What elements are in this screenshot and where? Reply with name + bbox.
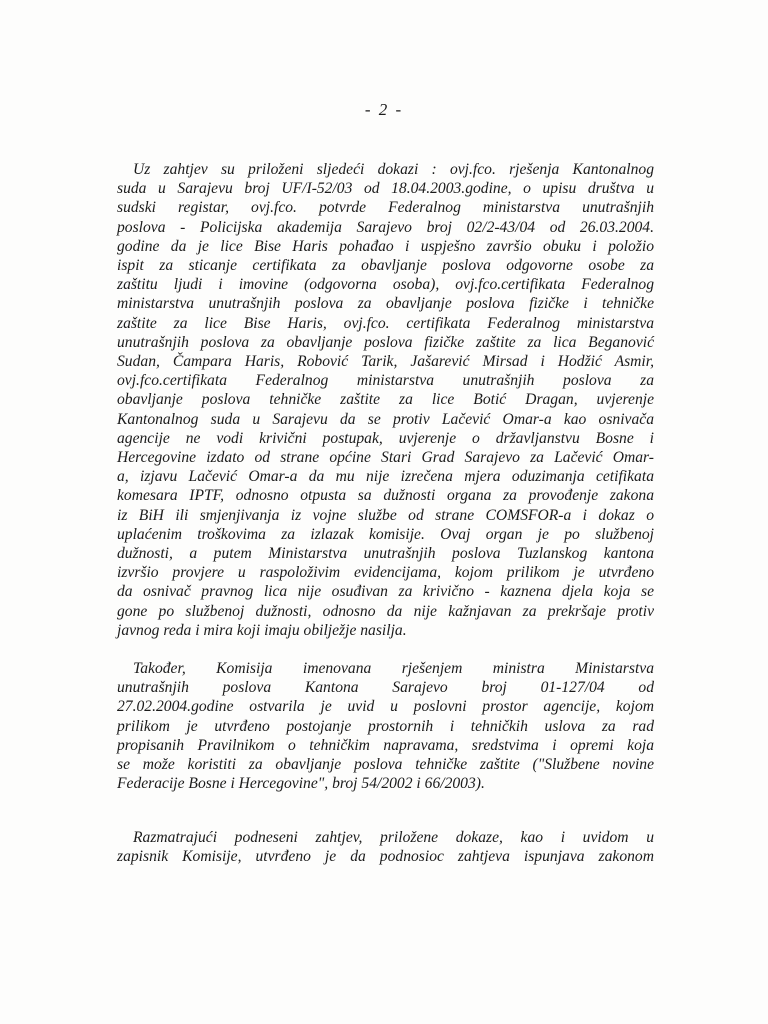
text-line: Hercegovine izdato od strane općine Stari Grad Sarajevo za Lačević Omar- [117,449,654,467]
text-line: agencije ne vodi krivični postupak, uvjerenje o državljanstvu Bosne i [117,429,654,447]
text-line: izvršio provjere u raspoloživim evidencijama, kojom prilikom je utvrđeno [117,564,654,582]
text-line: uplaćenim troškovima za izlazak komisije. Ovaj organ je po službenoj [117,525,654,543]
text-line: propisanih Pravilnikom o tehničkim napravama, sredstvima i opremi koja [117,736,654,754]
text-line: zaštitu ljudi i imovine (odgovorna osoba), ovj.fco.certifikata Federalnog [117,276,654,294]
text-line: godine da je lice Bise Haris pohađao i uspješno završio obuku i položio [117,237,654,255]
text-line: unutrašnjih poslova za obavljanje poslova fizičke zaštite za lica Beganović [117,333,654,351]
text-line: javnog reda i mira koji imaju obilježje nasilja. [117,621,407,639]
text-line: suda u Sarajevu broj UF/I-52/03 od 18.04.2003.godine, o upisu društva u [117,180,654,198]
text-line: ovj.fco.certifikata Federalnog ministarstva unutrašnjih poslova za [117,372,654,390]
text-line: Kantonalnog suda u Sarajevu da se protiv Lačević Omar-a kao osnivača [117,410,654,428]
text-line: sudski registar, ovj.fco. potvrde Federalnog ministarstva unutrašnjih [117,199,654,217]
text-line: a, izjavu Lačević Omar-a da mu nije izrečena mjera oduzimanja cetifikata [117,468,654,486]
text-line: da osnivač pravnog lica nije osuđivan za krivično - kaznena djela koja se [117,583,654,601]
text-line: gone po službenoj dužnosti, odnosno da nije kažnjavan za prekršaje protiv [117,602,654,620]
text-line: zaštite za lice Bise Haris, ovj.fco. certifikata Federalnog ministarstva [117,314,654,332]
text-line: se može koristiti za obavljanje poslova tehničke zaštite ("Službene novine [117,756,654,774]
text-line: komesara IPTF, odnosno otpusta sa dužnosti organa za provođenje zakona [117,487,654,505]
paragraph-conclusion [117,828,654,866]
text-line: Razmatrajući podneseni zahtjev, priložene dokaze, kao i uvidom u [133,829,654,846]
text-line: Federacije Bosne i Hercegovine", broj 54/2002 i 66/2003). [117,775,485,793]
text-line: zapisnik Komisije, utvrđeno je da podnosioc zahtjeva ispunjava zakonom [117,848,654,866]
page-number: - 2 - [364,100,404,119]
text-line: unutrašnjih poslova Kantona Sarajevo broj 01-127/04 od [117,679,654,697]
text-line: Uz zahtjev su priloženi sljedeći dokazi : ovj.fco. rješenja Kantonalnog [133,161,654,178]
text-line: 27.02.2004.godine ostvarila je uvid u poslovni prostor agencije, kojom [117,698,654,716]
text-line: prilikom je utvrđeno postojanje prostornih i tehničkih uslova za rad [117,717,654,735]
text-line: ministarstva unutrašnjih poslova za obavljanje poslova fizičke i tehničke [117,295,654,313]
text-line: Sudan, Čampara Haris, Robović Tarik, Jašarević Mirsad i Hodžić Asmir, [117,353,654,371]
text-line: poslova - Policijska akademija Sarajevo broj 02/2-43/04 od 26.03.2004. [117,218,654,236]
paragraph-evidence-list [117,160,654,640]
text-line: Također, Komisija imenovana rješenjem ministra Ministarstva [133,660,654,677]
paragraph-commission-inspection [117,659,654,793]
text-line: dužnosti, a putem Ministarstva unutrašnjih poslova Tuzlanskog kantona [117,545,654,563]
text-line: iz BiH ili smjenjivanja iz vojne službe od strane COMSFOR-a i dokaz o [117,506,654,524]
text-line: ispit za sticanje certifikata za obavljanje poslova odgovorne osobe za [117,257,654,275]
text-line: obavljanje poslova tehničke zaštite za lice Botić Dragan, uvjerenje [117,391,654,409]
